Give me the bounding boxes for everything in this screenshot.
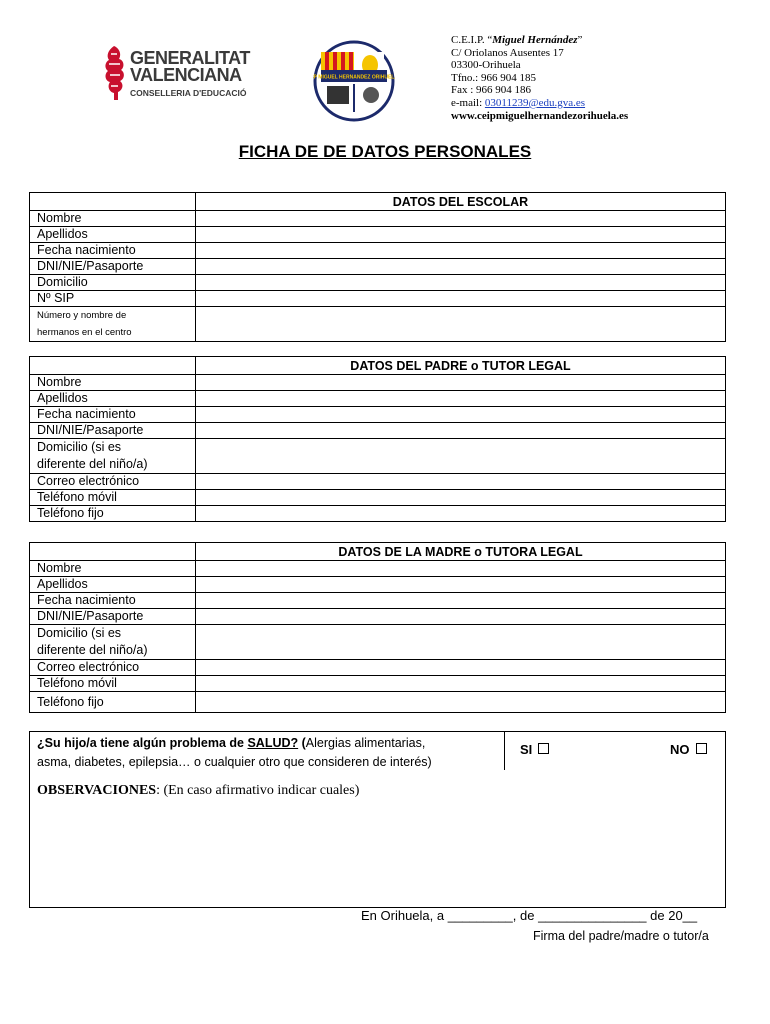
- no-checkbox[interactable]: [696, 743, 707, 754]
- si-checkbox[interactable]: [538, 743, 549, 754]
- father-label-movil: Teléfono móvil: [30, 490, 196, 506]
- mother-input-movil[interactable]: [196, 676, 726, 692]
- father-corner-cell: [30, 357, 196, 375]
- father-label-email: Correo electrónico: [30, 474, 196, 490]
- father-label-fijo: Teléfono fijo: [30, 506, 196, 522]
- student-input-fecha[interactable]: [196, 243, 726, 259]
- student-input-nombre[interactable]: [196, 211, 726, 227]
- mother-input-fecha[interactable]: [196, 593, 726, 609]
- mother-input-apellidos[interactable]: [196, 577, 726, 593]
- mother-label-nombre: Nombre: [30, 561, 196, 577]
- student-label-nombre: Nombre: [30, 211, 196, 227]
- father-table: [29, 356, 726, 522]
- student-table: [29, 192, 726, 342]
- father-input-fijo[interactable]: [196, 506, 726, 522]
- mother-input-nombre[interactable]: [196, 561, 726, 577]
- mother-label-apellidos: Apellidos: [30, 577, 196, 593]
- father-input-nombre[interactable]: [196, 375, 726, 391]
- father-address-line2: diferente del niño/a): [37, 457, 148, 471]
- gv-line3: CONSELLERIA D'EDUCACIÓ: [130, 88, 247, 98]
- student-label-sip: Nº SIP: [30, 291, 196, 307]
- health-section: [29, 731, 726, 908]
- mother-address-line2: diferente del niño/a): [37, 643, 148, 657]
- signature-label: Firma del padre/madre o tutor/a: [533, 929, 709, 943]
- siblings-line1: Número y nombre de: [37, 310, 127, 321]
- email-label: e-mail:: [451, 96, 485, 109]
- school-fax: Fax : 966 904 186: [451, 84, 532, 97]
- mother-address-line1: Domicilio (si es: [37, 626, 122, 640]
- student-input-domicilio[interactable]: [196, 275, 726, 291]
- mother-input-dni[interactable]: [196, 609, 726, 625]
- school-address: C/ Oriolanos Ausentes 17: [451, 46, 564, 59]
- school-prefix: C.E.I.P. “: [451, 34, 493, 46]
- gv-line2: VALENCIANA: [130, 65, 242, 85]
- student-input-dni[interactable]: [196, 259, 726, 275]
- mother-label-email: Correo electrónico: [30, 660, 196, 676]
- observations-label: [37, 783, 359, 799]
- student-label-domicilio: Domicilio: [30, 275, 196, 291]
- health-q-part3: asma, diabetes, epilepsia… o cualquier otro que consideren de interés): [37, 755, 432, 769]
- school-email-line: [451, 97, 628, 110]
- father-label-apellidos: Apellidos: [30, 391, 196, 407]
- mother-input-fijo[interactable]: [196, 692, 726, 713]
- mother-label-domicilio: [30, 625, 196, 660]
- siblings-line2: hermanos en el centro: [37, 327, 132, 338]
- school-suffix: ”: [577, 34, 583, 46]
- no-option[interactable]: [670, 742, 707, 757]
- obs-title: OBSERVACIONES: [37, 783, 157, 798]
- father-label-nombre: Nombre: [30, 375, 196, 391]
- mother-input-email[interactable]: [196, 660, 726, 676]
- father-address-line1: Domicilio (si es: [37, 440, 122, 454]
- school-name: Miguel Hernández: [492, 34, 578, 46]
- student-input-siblings[interactable]: [196, 307, 726, 342]
- si-label: SI: [520, 742, 533, 757]
- school-logo-text: CP MIGUEL HERNANDEZ ORIHUELA: [313, 74, 395, 81]
- school-city: 03300-Orihuela: [451, 59, 521, 72]
- student-corner-cell: [30, 193, 196, 211]
- student-label-siblings: [30, 307, 196, 342]
- mother-input-domicilio[interactable]: [196, 625, 726, 660]
- mother-label-fecha: Fecha nacimiento: [30, 593, 196, 609]
- school-crest-icon: [313, 40, 395, 122]
- father-label-domicilio: [30, 439, 196, 474]
- si-option[interactable]: [520, 742, 549, 757]
- school-phone: Tfno.: 966 904 185: [451, 71, 536, 84]
- place-date-line[interactable]: En Orihuela, a _________, de _______________ de 20__: [361, 908, 698, 923]
- father-input-movil[interactable]: [196, 490, 726, 506]
- obs-text: : (En caso afirmativo indicar cuales): [156, 783, 360, 798]
- father-input-fecha[interactable]: [196, 407, 726, 423]
- school-contact: [451, 34, 628, 122]
- health-q-part1: ¿Su hijo/a tiene algún problema de: [37, 736, 248, 750]
- no-label: NO: [670, 742, 690, 757]
- father-input-dni[interactable]: [196, 423, 726, 439]
- mother-table: [29, 542, 726, 713]
- father-label-fecha: Fecha nacimiento: [30, 407, 196, 423]
- mother-label-fijo: Teléfono fijo: [30, 692, 196, 713]
- student-label-fecha: Fecha nacimiento: [30, 243, 196, 259]
- health-q-part2: Alergias alimentarias,: [305, 736, 426, 750]
- student-input-apellidos[interactable]: [196, 227, 726, 243]
- health-q-paren: (: [298, 736, 306, 750]
- student-label-apellidos: Apellidos: [30, 227, 196, 243]
- mother-label-movil: Teléfono móvil: [30, 676, 196, 692]
- father-label-dni: DNI/NIE/Pasaporte: [30, 423, 196, 439]
- gv-logo-text: [130, 50, 250, 98]
- father-input-apellidos[interactable]: [196, 391, 726, 407]
- health-q-salud: SALUD?: [247, 736, 299, 750]
- mother-label-dni: DNI/NIE/Pasaporte: [30, 609, 196, 625]
- school-logo: [313, 40, 395, 122]
- father-input-domicilio[interactable]: [196, 439, 726, 474]
- father-input-email[interactable]: [196, 474, 726, 490]
- mother-heading: DATOS DE LA MADRE o TUTORA LEGAL: [196, 543, 726, 561]
- gv-line1: GENERALITAT: [130, 48, 250, 68]
- email-link[interactable]: 03011239@edu.gva.es: [484, 96, 586, 109]
- health-question: [37, 734, 507, 772]
- page-title: FICHA DE DE DATOS PERSONALES: [238, 142, 532, 161]
- generalitat-emblem-icon: [100, 44, 128, 102]
- student-label-dni: DNI/NIE/Pasaporte: [30, 259, 196, 275]
- father-heading: DATOS DEL PADRE o TUTOR LEGAL: [196, 357, 726, 375]
- generalitat-valenciana-logo: [100, 44, 250, 106]
- health-divider: [504, 732, 505, 770]
- school-website[interactable]: www.ceipmiguelhernandezorihuela.es: [451, 109, 629, 122]
- student-input-sip[interactable]: [196, 291, 726, 307]
- school-name-line: [451, 34, 628, 47]
- mother-corner-cell: [30, 543, 196, 561]
- student-heading: DATOS DEL ESCOLAR: [196, 193, 726, 211]
